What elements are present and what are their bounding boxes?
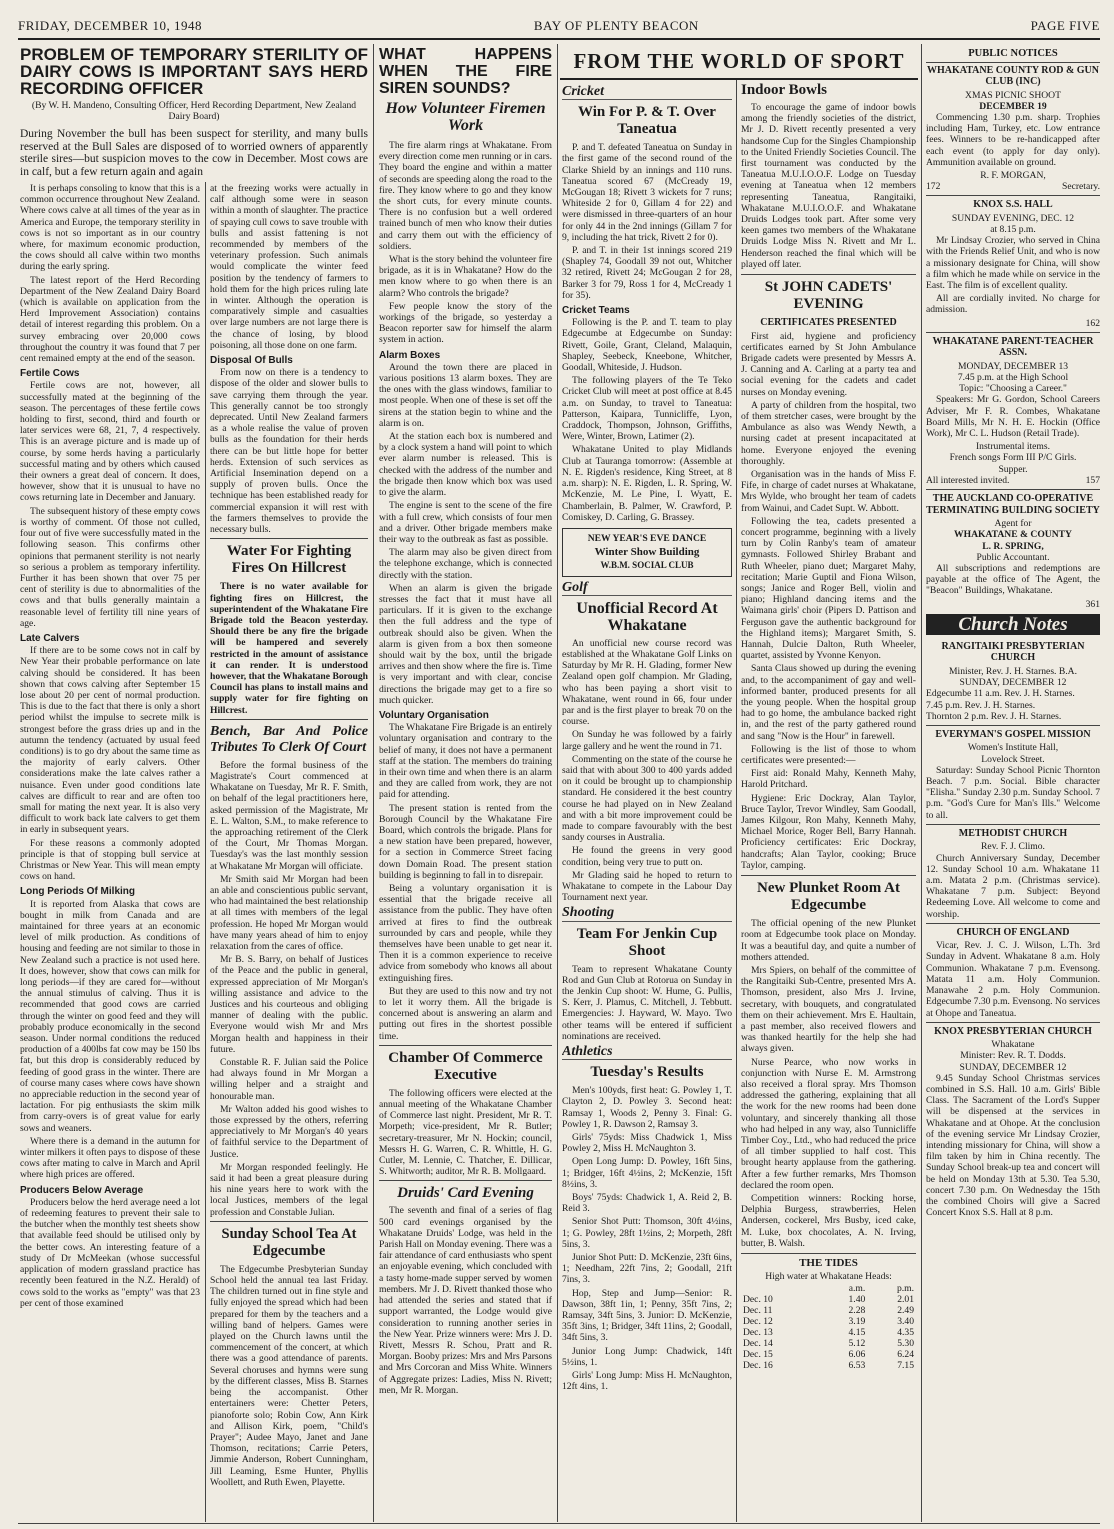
tide-am: 1.40 — [848, 1293, 866, 1305]
masthead-rule — [18, 38, 1100, 40]
tide-am: 5.12 — [848, 1337, 866, 1349]
body-paragraph: But they are used to this now and try not to let it worry them. All the brigade is concerned about is answering an alarm and putting out fires in the shortest possible time. — [379, 985, 552, 1042]
knox-church-heading: KNOX PRESBYTERIAN CHURCH — [934, 1025, 1092, 1037]
tide-pm: 7.15 — [897, 1359, 914, 1371]
gun-sign: R. F. MORGAN, — [980, 169, 1046, 181]
body-paragraph: The subsequent history of these empty cows is worthy of comment. Of those not culled, four out of five were successfully mated in the following season. This confirms other opinions that permanent sterility is not nearly so serious a problem as temporary infertility. Further it has been shown that over 75 per cent of sterility is due to abnormalities of the cows and that bulls generally maintain a reasonable level of fertility till nine years of age. — [20, 505, 200, 629]
sterility-deck: During November the bull has been suspect for sterility, and many bulls reserved at the Bull Sales are disposed of to worried owners of apparently sterile sires—but suspicion moves to the cow in December. Most cows are in calf, but a few return again and again — [20, 128, 368, 178]
knox-church-date: SUNDAY, DECEMBER 12 — [959, 1061, 1067, 1073]
dance-advert — [562, 528, 732, 577]
body-paragraph: Fertile cows are not, however, all successfully mated at the beginning of the season. The percentages of these fertile cows holding to first, second, third and fourth or later services were 68, 21, 7, 4 respectively. This is an average picture and is made up of course, by some herds having a particularly successful mating and by others which caused their owners a great deal of concern. It does, however, show that it is unusual to have no cows returning late in December and January. — [20, 380, 200, 504]
subhead: Fertile Cows — [20, 368, 80, 380]
tide-pm: 6.24 — [897, 1348, 914, 1360]
pta-footer — [926, 475, 1100, 486]
body-paragraph: The engine is sent to the scene of the fire with a full crew, which consists of four men and a driver. Other brigade members make their way to the outbreak as fast as possible. — [379, 500, 552, 545]
tide-date: Dec. 15 — [743, 1348, 773, 1360]
body-paragraph: What is the story behind the volunteer fire brigade, as it is in Whakatane? How do the men know where to go when there is an alarm? Who controls the brigade? — [379, 254, 552, 299]
pta-extra: Instrumental items. — [975, 441, 1051, 453]
everyman-line: Women's Institute Hall, — [967, 742, 1059, 754]
tides-headline: THE TIDES — [799, 1256, 858, 1269]
section-label: Shooting — [562, 907, 732, 921]
masthead-paper: BAY OF PLENTY BEACON — [533, 18, 699, 33]
rangitaiki-line: 7.45 p.m. Rev. J. H. Starnes. — [926, 699, 1036, 711]
divider — [741, 274, 916, 275]
water-headline: Water For Fighting Fires On Hillcrest — [226, 543, 352, 577]
body-paragraph: Following is the P. and T. team to play Edgecumbe at Edgecumbe on Sunday: Rivett, Goile, Grant, Cleland, Malaquin, Shapley, Seebeck, Kneebone, Whitcher, Goodall, Whiteside, J. Hudson. — [562, 317, 732, 374]
cadets-subhead: CERTIFICATES PRESENTED — [760, 317, 897, 329]
body-paragraph: Nurse Pearce, who now works in conjunction with Nurse E. M. Armstrong also received a floral spray. Mrs Thomson addressed the gathering, explaining that all the work for the new rooms had been done voluntary, and sincerely thanking all those who had helped in any way, also Tunnicliffe Timber Coy., Ltd., who had reduced the price of all timber supplied to half cost. This brought hearty applause from the gathering. After a few further remarks, Mrs Thomson declared the room open. — [741, 1056, 916, 1191]
body-paragraph: Constable R. F. Julian said the Police had always found in Mr Morgan a willing helper and a straight and honourable man. — [210, 1057, 368, 1102]
body-paragraph: Mr Smith said Mr Morgan had been an able and conscientious public servant, who had maintained the best relationship at all times with members of the legal profession. He hoped Mr Morgan would have many years ahead of him to enjoy relaxation from the cares of office. — [210, 873, 368, 952]
subhead: Long Periods Of Milking — [20, 886, 135, 898]
sport-banner — [560, 44, 918, 80]
rangitaiki-minister: Minister, Rev. J. H. Starnes. B.A. — [949, 665, 1077, 677]
sterility-headline: PROBLEM OF TEMPORARY STERILITY OF DAIRY COWS IS IMPORTANT SAYS HERD RECORDING OFFICER — [20, 46, 368, 98]
body-paragraph: The following players of the Te Teko Cricket Club will meet at post office at 8.45 a.m. on Sunday, to travel to Taneatua: Patterson, Kaipara, Tunnicliffe, Lyon, Craddock, Thompson, Johnson, Griffiths, Were, Winter, Brown, Latimer (2). — [562, 375, 732, 443]
column-divider — [557, 44, 558, 1522]
tides-caption: High water at Whakatane Heads: — [765, 1271, 892, 1283]
everyman-line: Lovelock Street. — [981, 753, 1045, 765]
body-paragraph: Whakatane United to play Midlands Club at Tauranga tomorrow: (Assemble at N. E. Rigden's residence, King Street, at 8 a.m. sharp): N. E. Rigden, L. R. Spring, W. McKenzie, M. Le Pine, I. Wyatt, E. Chamberlain, B. Palmer, W. Crawford, P. Comiskey, D. Carling, G. Brassey. — [562, 444, 732, 523]
body-paragraph: The seventh and final of a series of flag 500 card evenings organised by the Whakatane Druids' Lodge, was held in the Parish Hall on Monday evening. There was a fair attendance of card enthusiasts who spent an enjoyable evening, which concluded with a tasty home-made supper served by women members. Mr J. D. Rivett thanked those who had attended the series and stated that if support warranted, the Lodge would give consideration to running another series in the New Year. Prize winners were: Mrs J. D. Rivett, Messrs R. Schou, Pratt and R. Morgan. Booby prizes: Mrs and Mrs Parsons and Mrs Corcoran and Miss White. Winners of Aggregate prizes: Ladies, Miss N. Rivett; men, Mr R. Morgan. — [379, 1205, 552, 1396]
knox-church-minister: Minister: Rev. R. T. Dodds. — [960, 1050, 1066, 1062]
rangitaiki-date: SUNDAY, DECEMBER 12 — [959, 677, 1067, 689]
tide-pm: 5.30 — [897, 1337, 914, 1349]
body-paragraph: Team to represent Whakatane County Rod and Gun Club at Rotorua on Sunday in the Jenkin Cup shoot: W. Hume, G. Pullis, S. Kerr, J. Plamus, C. Mitchell, J. Tebbutt. Emergencies: J. Hayward, W. Mayo. Two other teams will be entered if sufficient nominations are received. — [562, 963, 732, 1042]
golf-headline: Unofficial Record At Whakatane — [576, 599, 718, 634]
body-paragraph: The following officers were elected at the annual meeting of the Whakatane Chamber of Commerce last night. President, Mr R. T. Morpeth; vice-president, Mr R. Butler; secretary-treasurer, Mr N. Hockin; council, Messrs H. G. Warren, C. R. Whittle, H. G. Cutler, M. Lennie, C. Thatcher, E. Dillicar, S. Whitworth; auditor, Mr R. B. Mollgaard. — [379, 1087, 552, 1178]
column-divider — [373, 44, 374, 1522]
section-label: Golf — [562, 582, 732, 596]
body-paragraph: Organisation was in the hands of Miss F. Fife, in charge of cadet nurses at Whakatane, Mrs Wylde, who brought her team of cadets from Wainui, and Cadet Supt. W. Abbott. — [741, 468, 916, 514]
methodist-minister: Rev. F. J. Climo. — [981, 841, 1045, 853]
knox-body: Mr Lindsay Crozier, who served in China with the Friends Relief Unit, and who is now a missionary designate for China, will show a film which he made while on service in the East. The film is of excellent quality. — [926, 235, 1100, 292]
body-paragraph: Mr Morgan responded feelingly. He said it had been a great pleasure during his nine years here to work with the local Justices, members of the legal profession and Constable Julian. — [210, 1161, 368, 1218]
notice-ref: 172 — [926, 181, 941, 193]
body-paragraph: On Sunday he was followed by a fairly large gallery and he went the round in 71. — [562, 729, 732, 752]
divider — [926, 824, 1100, 825]
body-paragraph: Hop, Step and Jump—Senior: R. Dawson, 38ft 1in, 1; Penny, 35ft 7ins, 2; Ramsay, 34ft 5ins, 3. Junior: D. McKenzie, 35ft 3ins, 1; Bridger, 34ft 11ins, 2; Goodall, 34ft 5ins, 3. — [562, 1287, 732, 1344]
notices-column — [926, 46, 1100, 1522]
divider — [210, 1221, 368, 1222]
body-paragraph: Open Long Jump: D. Powley, 16ft 5ins, 1; Bridger, 16ft 4½ins, 2; McKenzie, 15ft 8½ins, 3. — [562, 1156, 732, 1190]
knox-church-body: 9.45 Sunday School Christmas services combined in S.S. Hall. 10 a.m. Girls' Bible Class. The Sacrament of the Lord's Supper will be dispensed at the services in Whakatane and at Ohope. At the conclusion of the evening service Mr Lindsay Crozier, intending missionary for China, will show a film taken by him in China recently. The Sunday School break-up tea and concert will be held on Monday 13th at 5.30. Tea 5.30, concert 7.30 p.m. On Wednesday the 15th the combined Choirs will give a Sacred Concert Knox S.S. Hall at 8 p.m. — [926, 1072, 1100, 1219]
body-paragraph: Where there is a demand in the autumn for winter milkers it often pays to dispose of these cows after mating to calve in March and April where high prices are offered. — [20, 1135, 200, 1181]
column-divider — [921, 44, 922, 1522]
column-divider — [205, 182, 206, 1522]
table-row — [741, 1338, 916, 1349]
rangitaiki-line: Thornton 2 p.m. Rev. J. H. Starnes. — [926, 710, 1062, 722]
knox-church-place: Whakatane — [991, 1039, 1035, 1051]
gun-line: XMAS PICNIC SHOOT — [965, 89, 1061, 101]
sunday-headline: Sunday School Tea At Edgecumbe — [221, 1225, 357, 1259]
dance-venue: Winter Show Building — [594, 546, 700, 559]
subhead: Cricket Teams — [562, 305, 630, 317]
body-paragraph: Before the formal business of the Magistrate's Court commenced at Whakatane on Tuesday, Mr R. F. Smith, on behalf of the legal practitioners here, asked permission of the Magistrate, Mr E. L. Walton, S.M., to make reference to the approaching retirement of the Clerk of the Court, Mr Thomas Morgan. Tuesday's was the last monthly session at Whakatane Mr Morgan will officiate. — [210, 759, 368, 872]
knox-line: SUNDAY EVENING, DEC. 12 — [951, 212, 1075, 224]
fire-column — [379, 46, 552, 1522]
masthead-page: PAGE FIVE — [1030, 18, 1100, 33]
body-paragraph: Santa Claus showed up during the evening and, to the accompaniment of gay and well-informed banter, produced presents for all the young people. When the hospital group had to go home, the ambulance backed right in, and the rest of the party gathered round and sang "Now is the Hour" in farewell. — [741, 663, 916, 742]
divider — [379, 1180, 552, 1181]
body-paragraph: P. and T. defeated Taneatua on Sunday in the first game of the second round of the Clarke Shield by an innings and 110 runs. Taneatua scored 67 (McCready 19, McGougan 18; Rivett 3 wickets for 7 runs; Whiteside 2 for 0, Gillam 4 for 22) and were dismissed in three-quarters of an hour for only 44 in the 2nd innings (Gillam 7 for 9, including the hat trick, Rivett 2 for 0). — [562, 142, 732, 243]
chamber-headline: Chamber Of Commerce Executive — [388, 1049, 543, 1083]
plunket-headline: New Plunket Room At Edgecumbe — [757, 880, 900, 914]
body-paragraph: The fire alarm rings at Whakatane. From every direction come men running or in cars. They board the engine and within a matter of seconds are speeding along the road to the fire. They know where to go and they know the short cuts, for every minute counts. There is no confusion but a well ordered trained bunch of men who know their duties and carry them out with the efficiency of soldiers. — [379, 140, 552, 252]
body-paragraph: P. and T. in their 1st innings scored 219 (Shapley 74, Goodall 39 not out, Whitcher 32 retired, Rivett 24; McGougan 2 for 28, Barker 3 for 79, Ross 1 for 4, McCready 1 for 35). — [562, 245, 732, 301]
body-paragraph: Mrs Spiers, on behalf of the committee of the Rangitaiki Sub-Centre, presented Mrs A. Thomson, president, also Mrs J. Irvine, secretary, with bouquets, and congratulated them on their achievement. Mrs E. Haultain, a past member, also received flowers and was thanked heartily for the help she had always given. — [741, 964, 916, 1055]
body-paragraph: For these reasons a commonly adopted principle is that of stopping bull service at Christmas or New Year. This will mean empty cows on hand. — [20, 837, 200, 883]
subhead: Producers Below Average — [20, 1184, 144, 1196]
body-paragraph: The alarm may also be given direct from the telephone exchange, which is connected directly with the station. — [379, 547, 552, 581]
tide-am: 6.53 — [848, 1359, 866, 1371]
water-body: There is no water available for fighting fires on Hillcrest, the superintendent of the Whakatane Fire Brigade told the Beacon yesterday. Should there be any fire the brigade will be hampered and severely restricted in the amount of assistance it can render. It is understood however, that the Whakatane Borough Council has plans to install mains and supply water for fire fighting on Hillcrest. — [210, 581, 368, 716]
masthead — [18, 14, 1100, 34]
sport-banner-title: FROM THE WORLD OF SPORT — [573, 48, 905, 73]
masthead-date: FRIDAY, DECEMBER 10, 1948 — [18, 18, 203, 33]
notice-ref: 157 — [1085, 474, 1100, 486]
methodist-body: Church Anniversary Sunday, December 12. Sunday School 10 a.m. Whakatane 11 a.m. Matata 2 p.m. (Christmas service). Whakatane 7 p.m. Subject: Beyond Redeeming Love. All welcome to come and worship. — [926, 852, 1100, 920]
column-2 — [210, 183, 368, 1523]
divider — [741, 875, 916, 876]
body-paragraph: Following is the list of those to whom certificates were presented:— — [741, 743, 916, 767]
body-paragraph: At the station each box is numbered and by a clock system a hand will point to which ever alarm number is released. This is checked with the address of the number and the brigade then know which box was used to give the alarm. — [379, 431, 552, 499]
subhead: Disposal Of Bulls — [210, 355, 293, 367]
tides-table — [741, 1283, 916, 1371]
cadets-headline: St JOHN CADETS' EVENING — [764, 279, 893, 313]
auckland-line: WHAKATANE & COUNTY — [954, 529, 1072, 541]
gun-line: DECEMBER 19 — [979, 100, 1047, 112]
body-paragraph: Competition winners: Rocking horse, Delphia Burgess, strawberries, Helen Andersen, cockerel, Mrs Busby, iced cake, M. Luke, box chocolates, A. N. Irving, butter, B. Walsh. — [741, 1192, 916, 1249]
knox-line: at 8.15 p.m. — [990, 224, 1036, 236]
pta-line: Topic: "Choosing a Career." — [959, 383, 1067, 395]
bowls-headline: Indoor Bowls — [741, 82, 828, 98]
table-row — [741, 1316, 916, 1327]
divider — [926, 489, 1100, 490]
pta-line: 7.45 p.m. at the High School — [957, 372, 1069, 384]
body-paragraph: Few people know the story of the workings of the brigade, so yesterday a Beacon reporter saw for himself the alarm system in action. — [379, 300, 552, 346]
everyman-body: Saturday: Sunday School Picnic Thornton Beach. 7 p.m. Social. Bible character "Elisha." Sunday 2.30 p.m. Sunday School. 7 p.m. "God's Cure for Man's Ills." Welcome to all. — [926, 764, 1100, 821]
divider — [926, 195, 1100, 196]
body-paragraph: The official opening of the new Plunket room at Edgecumbe took place on Monday. It was a beautiful day, and quite a number of mothers attended. — [741, 918, 916, 963]
pta-extra: French songs Form III P/C Girls. — [949, 452, 1077, 464]
body-paragraph: The latest report of the Herd Recording Department of the New Zealand Dairy Board (which is available on application from the Herd Improvement Association) contains detail of interest regarding this problem. On a survey embracing over 20,000 cows throughout the country it was found that 7 per cent remained empty at the end of the season. — [20, 274, 200, 365]
rangitaiki-line: Edgecumbe 11 a.m. Rev. J. H. Starnes. — [926, 688, 1075, 700]
subhead: Voluntary Organisation — [379, 709, 489, 721]
notice-role: Secretary. — [1062, 181, 1100, 193]
pta-body: Speakers: Mr G. Gordon, School Careers Adviser, Mr F. R. Combes, Whakatane Board Mills, Mr N. H. E. Hockin (Office Work), Mr C. L. Hudson (Retail Trade). — [926, 394, 1100, 440]
body-paragraph: Junior Shot Putt: D. McKenzie, 23ft 6ins, 1; Needham, 22ft 7ins, 2; Goodall, 21ft 7ins, 3. — [562, 1252, 732, 1286]
notice-ref: 162 — [1085, 317, 1100, 329]
gun-footer — [926, 181, 1100, 192]
tide-am: 6.06 — [848, 1348, 866, 1360]
church-notes-banner: Church Notes — [926, 614, 1100, 635]
body-paragraph: From now on there is a tendency to dispose of the older and slower bulls to save carrying them through the year. This generally cannot be too strongly deprecated. Until New Zealand farmers as a whole realise the value of proven bulls as the foundation for their herds there can be but little hope for better herds. Extension of such services as Artificial Insemination depend on a supply of proven bulls. Once the technique has been established ready for commercial expansion it will rest with the farmers themselves to provide the necessary bulls. — [210, 367, 368, 536]
dance-club: W.B.M. SOCIAL CLUB — [600, 560, 694, 571]
shooting-headline: Team For Jenkin Cup Shoot — [576, 925, 718, 959]
subhead: Alarm Boxes — [379, 349, 441, 361]
fire-subhead: How Volunteer Firemen Work — [385, 100, 546, 134]
tides-col-pm: p.m. — [896, 1282, 914, 1294]
body-paragraph: First aid: Ronald Mahy, Kenneth Mahy, Harold Pritchard. — [741, 768, 916, 791]
tides-header-row — [741, 1283, 916, 1294]
subhead: Late Calvers — [20, 632, 80, 644]
tide-date: Dec. 16 — [743, 1359, 773, 1371]
england-body: Vicar, Rev. J. C. J. Wilson, L.Th. 3rd Sunday in Advent. Whakatane 8 a.m. Holy Communion. Whakatane 7 p.m. Evensong. Matata 11 a.m. Holy Communion. Manawahe 2 p.m. Holy Communion. Edgecumbe 7.30 p.m. Evensong. No services at Ohope and Taneatua. — [926, 940, 1100, 1019]
everyman-heading: EVERYMAN'S GOSPEL MISSION — [935, 728, 1091, 740]
auckland-heading: THE AUCKLAND CO-OPERATIVE TERMINATING BUILDING SOCIETY — [926, 493, 1100, 516]
section-label: Athletics — [562, 1046, 732, 1060]
notice-ref: 361 — [1085, 598, 1100, 610]
divider — [210, 538, 368, 539]
auckland-line: Agent for — [994, 518, 1032, 530]
body-paragraph: To encourage the game of indoor bowls among the friendly societies of the district, Mr J. D. Rivett recently presented a very handsome Cup for the Singles Championship to the United Friendly Societies Council. The first tournament was conducted by the Taneatua M.U.I.O.O.F. Lodge on Tuesday evening at Taneatua when 12 members representing Taneatua, Rangitaiki, Whakatane M.U.I.O.O.F. and Whakatane Druids Lodges took part. After some very keen games two members of the Whakatane Druids Lodge Miss N. Rivett and Mr L. Henderson reached the final which will be played off later. — [741, 102, 916, 270]
body-paragraph: Producers below the herd average need a lot of redeeming features to prevent their sale to the butcher when the monthly test sheets show that available feed should be utilised only by the better cows. An interesting feature of a study of Dr McMeekan (whose successful application of modern grassland practice has recently been featured in the N.Z. Herald) of cows sold to the works as "empty" was that 23 per cent of those examined — [20, 1196, 200, 1309]
body-paragraph: Junior Long Jump: Chadwick, 14ft 5½ins, 1. — [562, 1345, 732, 1368]
pta-line: MONDAY, DECEMBER 13 — [957, 360, 1069, 372]
body-paragraph: He found the greens in very good condition, being very true to putt on. — [562, 845, 732, 868]
dance-title: NEW YEAR'S EVE DANCE — [587, 532, 707, 544]
tide-date: Dec. 12 — [743, 1315, 773, 1327]
sterility-byline: (By W. H. Mandeno, Consulting Officer, Herd Recording Department, New Zealand Dairy Board) — [31, 100, 357, 122]
body-paragraph: Around the town there are placed in various positions 13 alarm boxes. They are the ones with the glass windows, familiar to most people. When one of these is set off the sirens at the station begin to whine and the alarm is on. — [379, 361, 552, 429]
body-paragraph: Senior Shot Putt: Thomson, 30ft 4½ins, 1; G. Powley, 28ft 1½ins, 2; Morpeth, 28ft 5ins, 3. — [562, 1216, 732, 1250]
athletics-headline: Tuesday's Results — [590, 1064, 704, 1081]
body-paragraph: Being a voluntary organisation it is essential that the brigade receive all assistance from the public. They have often arrived at fires to find the outbreak surrounded by cars and people, while they themselves have been unable to get near it. Then it is a common experience to receive advice from somebody who knows all about extinguishing fires. — [379, 883, 552, 984]
divider — [741, 1253, 916, 1254]
tide-date: Dec. 13 — [743, 1326, 773, 1338]
body-paragraph: Hygiene: Eric Dockray, Alan Taylor, Bruce Taylor, Trevor Windley, Sam Goodall, James Kilgour, Ron Mahy, Kenneth Mahy, Michael Morice, Roger Bell, Barry Hannah. Proficiency certificates: Eric Dockray, handcrafts; Alan Taylor, cooking; Bruce Taylor, camping. — [741, 792, 916, 871]
tide-am: 3.19 — [848, 1315, 866, 1327]
tide-pm: 3.40 — [897, 1315, 914, 1327]
body-paragraph: Following the tea, cadets presented a concert programme, beginning with a lively turn by Colin Ranby's team of amateur gymnasts. Followed Shirley Brabant and Ruth Wheeler, piano duet; Margaret Mahy, recitation; Marie Guptil and Fiona Wilson, songs; Janice and Roger Bell, violin and piano; Highland dancing items and the Waimana girls' choir (Pipers D. Pattison and Ferguson gave the authentic background for the Highland items); Margaret Smith, S. Hannah, Dulcie Dalton, Ruth Wheeler, quartet, assisted by Yvonne Kenyon. — [741, 515, 916, 662]
body-paragraph: Boys' 75yds: Chadwick 1, A. Reid 2, B. Reid 3. — [562, 1192, 732, 1215]
tide-am: 2.28 — [848, 1304, 866, 1316]
divider — [926, 725, 1100, 726]
divider — [926, 332, 1100, 333]
notices-title: PUBLIC NOTICES — [968, 48, 1058, 59]
tide-date: Dec. 10 — [743, 1293, 773, 1305]
bottom-rule — [18, 1523, 1100, 1524]
body-paragraph: Mr B. S. Barry, on behalf of Justices of the Peace and the public in general, expressed appreciation of Mr Morgan's willing assistance and advice to the Justices and his courteous and obliging manner of dealing with the public. Everyone would wish Mr and Mrs Morgan health and happiness in their future. — [210, 954, 368, 1055]
divider — [379, 1045, 552, 1046]
methodist-heading: METHODIST CHURCH — [958, 827, 1068, 839]
divider — [210, 719, 368, 720]
body-paragraph: The present station is rented from the Borough Council by the Whakatane Fire Board, which controls the brigade. Plans for a new station have been prepared, however, for a section in Commerce Street facing down Domain Road. The present station building is beginning to fall in to disrepair. — [379, 802, 552, 881]
divider — [926, 62, 1100, 63]
sport-column-left — [562, 82, 732, 1522]
body-paragraph: Mr Walton added his good wishes to those expressed by the others, referring appreciatively to Mr Morgan's 40 years of faithful service to the Department of Justice. — [210, 1103, 368, 1160]
druids-headline: Druids' Card Evening — [397, 1185, 534, 1202]
table-row — [741, 1327, 916, 1338]
knox-hall-heading: KNOX S.S. HALL — [973, 199, 1053, 211]
pta-heading: WHAKATANE PARENT-TEACHER ASSN. — [932, 335, 1094, 359]
gun-body: Commencing 1.30 p.m. sharp. Trophies including Ham, Turkey, etc. Low entrance fees. Winners to be re-handicapped after each event (to apply for day only). Ammunition available on ground. — [926, 111, 1100, 168]
auckland-line: Public Accountant. — [976, 551, 1050, 563]
table-row — [741, 1349, 916, 1360]
tide-am: 4.15 — [848, 1326, 866, 1338]
rangitaiki-heading: RANGITAIKI PRESBYTERIAN CHURCH — [941, 640, 1085, 664]
divider — [926, 1022, 1100, 1023]
column-divider — [736, 80, 737, 1522]
table-row — [741, 1294, 916, 1305]
section-label: Cricket — [562, 86, 732, 100]
auckland-line: L. R. SPRING, — [982, 540, 1044, 552]
body-paragraph: An unofficial new course record was established at the Whakatane Golf Links on Saturday by Mr R. H. Glading, former New Zealand open golf champion. Mr Glading, who has been paying a short visit to Whakatane, went round in 66, four under par and is the first player to break 70 on the course. — [562, 637, 732, 728]
body-paragraph: It is perhaps consoling to know that this is a common occurrence throughout New Zealand. Where cows calve at all times of the year as in America and Europe, the temporary sterility in cows is not so important as in our country where, for maximum economic production, the cows should all calve within two months during the early spring. — [20, 183, 200, 273]
auckland-body: All subscriptions and redemptions are payable at the office of The Agent, the "Beacon" Buildings, Whakatane. — [926, 562, 1100, 597]
body-paragraph: Men's 100yds, first heat: G. Powley 1, T. Clayton 2, D. Powley 3. Second heat: Ramsay 1, Woods 2, Penny 3. Final: G. Powley 1, R. Dawson 2, Ramsay 3. — [562, 1085, 732, 1130]
body-paragraph: at the freezing works were actually in calf although some were in season within a month of slaughter. The practice of spaying cull cows to save trouble with bulls and assist fattening is not recommended by members of the veterinary profession. Such animals would complicate the winter feed position by the tendency of farmers to hold them for the high prices ruling late in winter. Although the operation is comparatively simple and casualties over large numbers are not large there is the chance of losing, by blood poisoning, all those done on one farm. — [210, 183, 368, 351]
england-heading: CHURCH OF ENGLAND — [956, 926, 1070, 938]
sterility-column-1 — [20, 183, 200, 1523]
tide-date: Dec. 11 — [743, 1304, 773, 1316]
body-paragraph: If there are to be some cows not in calf by New Year their probable performance on late calving should be considered. It has been shown that cows calving after September 15 lose about 20 per cent of normal production. This is due to the fact that there is only a short period whilst the impulse to secrete milk is strongest before the grass dries up and in the autumn the tendency (actuated by usual feed conditions) is to go dry about the same time as the majority of early calvers. Other considerations make the late calves rather a nuisance. Even under good conditions late calves are difficult to rear and are often too small for mating the next year. It is also very difficult to work back late calvers to get them in early in subsequent years. — [20, 645, 200, 836]
pta-extra: Supper. — [998, 463, 1028, 475]
tide-pm: 2.01 — [897, 1293, 914, 1305]
table-row — [741, 1305, 916, 1316]
body-paragraph: The Edgecumbe Presbyterian Sunday School held the annual tea last Friday. The children turned out in fine style and fully enjoyed the spread which had been prepared for them by the teachers and a willing band of helpers. Games were played on the Church lawns until the commencement of the concert, at which there was a good attendance of parents. Several choruses and hymns were sung by the different classes, Miss B. Starnes being the accompanist. Other entertainers were: Chetter Peters, pianoforte solo; Robin Cow, Ann Kirk and Allison Kirk, poem, "Child's Prayer"; Audee Mayo, Janet and Jane Thomson, recitations; Carrie Peters, Jimmie Anderson, Robert Cunningham, Jill Leaming, Esme Hunter, Phyllis Woollett, and Ruth Ewen, Playette. — [210, 1263, 368, 1488]
table-row — [741, 1360, 916, 1371]
body-paragraph: Girls' Long Jump: Miss H. McNaughton, 12ft 4ins, 1. — [562, 1370, 732, 1393]
body-paragraph: Commenting on the state of the course he said that with about 300 to 400 yards added on it could be brought up to championship standard. He considered it the best country course he had played on in New Zealand and with a bit more improvement could be made to compare favourably with the best sandy courses in Australia. — [562, 753, 732, 844]
sterility-header — [20, 46, 368, 182]
body-paragraph: Mr Glading said he hoped to return to Whakatane to compete in the Labour Day Tournament next year. — [562, 869, 732, 904]
fire-headline: WHAT HAPPENS WHEN THE FIRE SIREN SOUNDS? — [379, 46, 552, 97]
gun-club-heading: WHAKATANE COUNTY ROD & GUN CLUB (INC) — [926, 64, 1100, 87]
sport-column-right — [741, 82, 916, 1522]
divider — [926, 923, 1100, 924]
body-paragraph: A party of children from the hospital, two of them stretcher cases, were brought by the Ambulance as also was Wendy Newth, a nursing cadet at present incapacitated at home. Everyone enjoyed the evening thoroughly. — [741, 399, 916, 467]
cricket-headline: Win For P. & T. Over Taneatua — [578, 104, 716, 138]
pta-tail: All interested invited. — [926, 474, 1010, 486]
knox-tail: All are cordially invited. No charge for admission. — [926, 293, 1100, 316]
bench-headline: Bench, Bar And Police Tributes To Clerk Of Court — [210, 723, 368, 755]
body-paragraph: The Whakatane Fire Brigade is an entirely voluntary organisation and contrary to the belief of many, it does not have a permanent staff at the station. The members do training in their own time and when there is an alarm and they are called from work, they are not paid for attending. — [379, 722, 552, 801]
body-paragraph: It is reported from Alaska that cows are bought in milk from Canada and are maintained for three years at an economic level of milk production. As conditions of housing and feeding are not similar to those in New Zealand such a practice is not used here. It does, however, show that cows can milk for long periods—if they are cared for—without the annual stimulus of calving. Thus it is recommended that good cows are carried through the winter on good feed and they will probably produce economically in the second season. Under normal conditions the reduced production of a 400lbs fat cow may be 150 lbs fat, but this drop is considerably reduced by feeding of good grass in the winter. There are of course many cases where cows have shown no appreciable reduction in the second year of lactation. For pig enthusiasts the skim milk from carry-overs is of great value for early sows and weaners. — [20, 898, 200, 1134]
tide-pm: 2.49 — [897, 1304, 914, 1316]
body-paragraph: When an alarm is given the brigade stresses the fact that it must have all particulars. If it is given to the exchange then the full address and the type of outbreak should also be given. When the alarm is given from a box then someone should wait by the box, until the brigade arrives and then show where the fire is. Time is very important and with clear, concise directions the brigade may get to a fire so much quicker. — [379, 582, 552, 706]
tide-date: Dec. 14 — [743, 1337, 773, 1349]
body-paragraph: Girls' 75yds: Miss Chadwick 1, Miss Powley 2, Miss H. McNaughton 3. — [562, 1132, 732, 1155]
body-paragraph: First aid, hygiene and proficiency certificates earned by St John Ambulance Brigade cadets were presented by Messrs A. J. Canning and A. Carling at a party tea and social evening for the cadets and cadet nurses on Monday evening. — [741, 330, 916, 398]
tide-pm: 4.35 — [897, 1326, 914, 1338]
tides-col-am: a.m. — [848, 1282, 866, 1294]
